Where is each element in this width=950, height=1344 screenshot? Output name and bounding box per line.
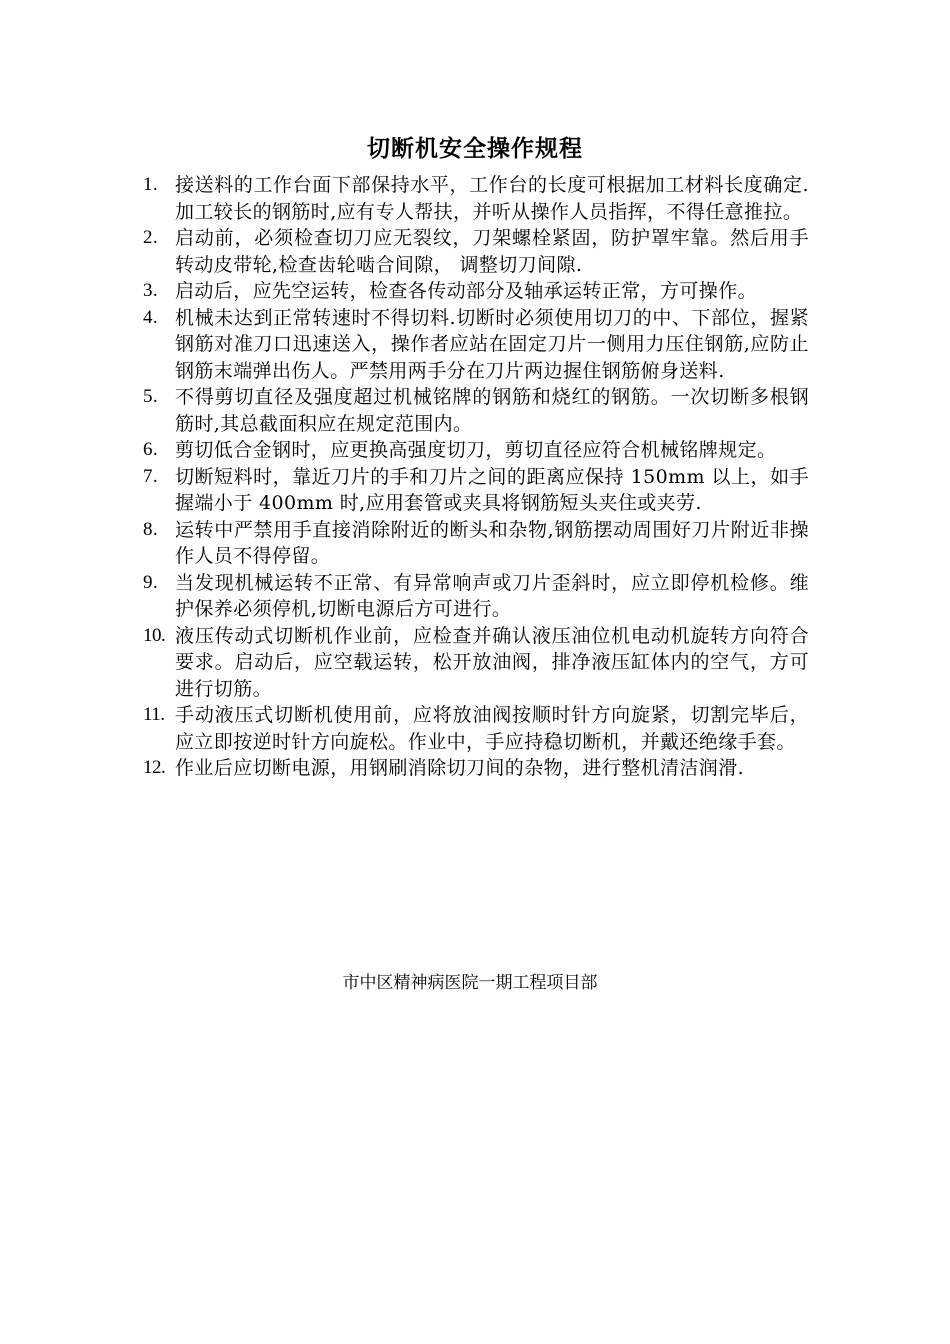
rule-item bbox=[143, 384, 809, 437]
rule-text: 不得剪切直径及强度超过机械铭牌的钢筋和烧红的钢筋。一次切断多根钢筋时,其总截面积应在规定范围内。 bbox=[175, 386, 809, 435]
rule-text: 切断短料时，靠近刀片的手和刀片之间的距离应保持 150mm 以上，如手握端小于 400mm 时,应用套管或夹具将钢筋短头夹住或夹劳. bbox=[175, 465, 809, 514]
rule-item bbox=[143, 172, 809, 225]
rule-text: 作业后应切断电源，用钢刷消除切刀间的杂物，进行整机清洁润滑. bbox=[175, 757, 745, 779]
rule-text: 机械未达到正常转速时不得切料.切断时必须使用切刀的中、下部位，握紧钢筋对准刀口迅速送入，操作者应站在固定刀片一侧用力压住钢筋,应防止钢筋末端弹出伤人。严禁用两手分在刀片两边握住钢筋俯身送料. bbox=[175, 306, 809, 382]
rule-text: 接送料的工作台面下部保持水平，工作台的长度可根据加工材料长度确定.加工较长的钢筋时,应有专人帮扶，并听从操作人员指挥，不得任意推拉。 bbox=[175, 174, 809, 223]
rule-number: 9. bbox=[143, 571, 159, 593]
rule-number: 6. bbox=[143, 439, 159, 460]
organization-footer: 市中区精神病医院一期工程项目部 bbox=[342, 973, 598, 993]
rule-text: 液压传动式切断机作业前，应检查并确认液压油位机电动机旋转方向符合要求。启动后，应空载运转，松开放油阀，排净液压缸体内的空气，方可进行切筋。 bbox=[175, 624, 809, 700]
rule-text: 运转中严禁用手直接消除附近的断头和杂物,钢筋摆动周围好刀片附近非操作人员不得停留。 bbox=[175, 518, 809, 567]
rule-item bbox=[143, 437, 809, 464]
rule-number: 3. bbox=[143, 280, 159, 301]
rule-item bbox=[143, 570, 809, 623]
rule-text: 手动液压式切断机使用前，应将放油阀按顺时针方向旋紧，切割完毕后，应立即按逆时针方向旋松。作业中，手应持稳切断机，并戴还绝缘手套。 bbox=[175, 704, 809, 753]
rule-text: 当发现机械运转不正常、有异常响声或刀片歪斜时，应立即停机检修。维护保养必须停机,切断电源后方可进行。 bbox=[175, 571, 809, 620]
rule-number: 1. bbox=[143, 174, 159, 195]
rule-number: 12. bbox=[143, 757, 166, 778]
rule-item bbox=[143, 623, 809, 703]
rule-number: 2. bbox=[143, 227, 159, 248]
rule-text: 启动前，必须检查切刀应无裂纹，刀架螺栓紧固，防护罩牢靠。然后用手转动皮带轮,检查齿轮啮合间隙， 调整切刀间隙. bbox=[175, 227, 809, 276]
rule-number: 5. bbox=[143, 386, 159, 407]
rule-item bbox=[143, 278, 809, 305]
rule-item bbox=[143, 225, 809, 278]
rule-item bbox=[143, 464, 809, 517]
rule-item bbox=[143, 305, 809, 385]
rule-text: 启动后，应先空运转，检查各传动部分及轴承运转正常，方可操作。 bbox=[175, 280, 758, 302]
rule-text: 剪切低合金钢时，应更换高强度切刀，剪切直径应符合机械铭牌规定。 bbox=[175, 439, 777, 461]
rule-item bbox=[143, 702, 809, 755]
document-title: 切断机安全操作规程 bbox=[367, 135, 583, 162]
rule-number: 7. bbox=[143, 465, 159, 487]
rule-number: 10. bbox=[143, 624, 166, 646]
rule-number: 11. bbox=[143, 704, 165, 725]
rule-item bbox=[143, 517, 809, 570]
rule-number: 8. bbox=[143, 518, 159, 540]
rules-list bbox=[143, 172, 809, 782]
rule-item bbox=[143, 755, 809, 782]
rule-number: 4. bbox=[143, 306, 159, 328]
